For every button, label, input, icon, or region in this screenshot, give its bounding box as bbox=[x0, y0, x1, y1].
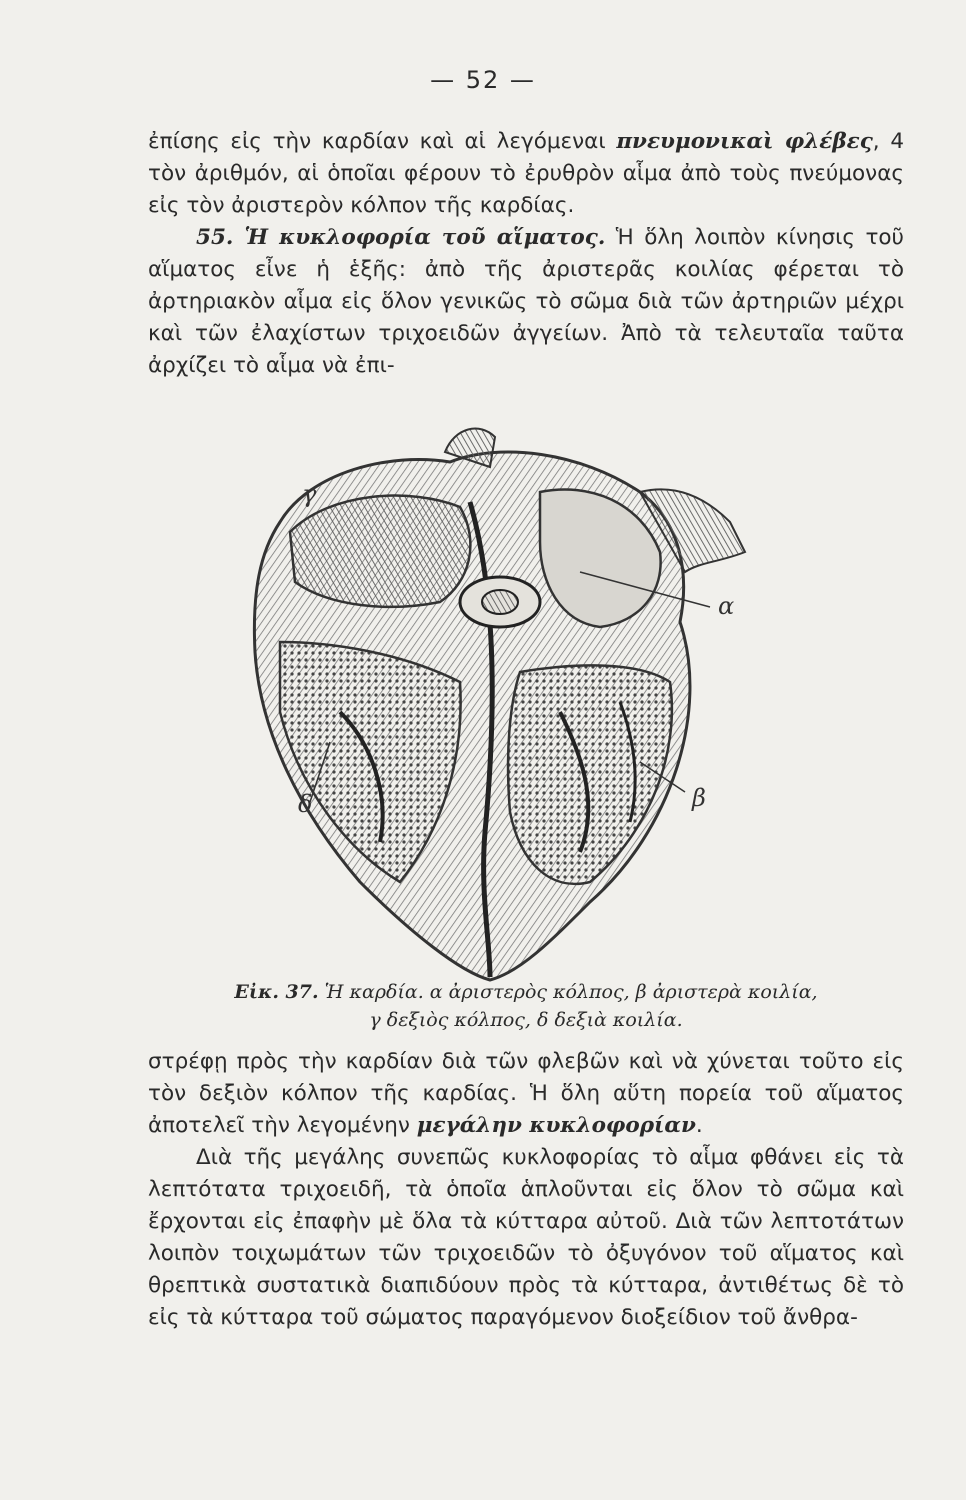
paragraph-bottom bbox=[148, 1046, 904, 1334]
para2-start: στρέφῃ πρὸς τὴν καρδίαν διὰ τῶν φλεβῶν καὶ νὰ χύνεται τοῦτο εἰς τὸν δεξιὸν κόλπον τῆς καρδίας. Ἡ ὅλη αὕτη πορεία τοῦ αἵματος ἀποτελεῖ τὴν λεγομένην bbox=[148, 1049, 904, 1138]
label-delta: δ bbox=[298, 790, 313, 818]
caption-line2: γ δεξιὸς κόλπος, δ δεξιὰ κοιλία. bbox=[369, 1009, 683, 1031]
para1-end: , 4 τὸν ἀριθμόν, αἱ ὁποῖαι φέρουν τὸ ἐρυθρὸν αἷμα ἀπὸ τοὺς πνεύμονας εἰς τὸν ἀριστερὸν κόλπον τῆς καρδίας. bbox=[148, 129, 905, 218]
section-heading: 55. Ἡ κυκλοφορία τοῦ αἵματος. bbox=[196, 225, 606, 250]
label-gamma: γ bbox=[302, 480, 317, 508]
label-alpha: α bbox=[718, 592, 735, 620]
section-text: Ἡ ὅλη λοιπὸν κίνησις τοῦ αἵματος εἶνε ἡ ἑξῆς: ἀπὸ τῆς ἀριστερᾶς κοιλίας φέρεται τὸ ἀρτηριακὸν αἷμα εἰς ὅλον γενικῶς τὸ σῶμα διὰ τῶν ἀρτηριῶν μέχρι καὶ τῶν ἐλαχίστων τριχοειδῶν ἀγγείων. Ἀπὸ τὰ τελευταῖα ταῦτα ἀρχίζει τὸ αἷμα νὰ ἐπι- bbox=[148, 225, 905, 378]
caption-head: Εἰκ. 37. bbox=[234, 981, 319, 1003]
para2-end: . bbox=[695, 1113, 703, 1138]
paragraph-top bbox=[148, 126, 904, 382]
term-great-circulation: μεγάλην κυκλοφορίαν bbox=[416, 1113, 696, 1138]
page-number: — 52 — bbox=[430, 66, 536, 94]
caption-line1: Ἡ καρδία. α ἀριστερὸς κόλπος, β ἀριστερὰ κοιλία, bbox=[318, 981, 818, 1003]
term-pulmonary-veins: πνευμονικαὶ φλέβες bbox=[616, 129, 873, 154]
heart-drawing bbox=[240, 412, 750, 982]
para1-start: ἐπίσης εἰς τὴν καρδίαν καὶ αἱ λεγόμεναι bbox=[148, 129, 617, 154]
heart-illustration bbox=[240, 412, 750, 982]
para3: Διὰ τῆς μεγάλης συνεπῶς κυκλοφορίας τὸ αἷμα φθάνει εἰς τὰ λεπτότατα τριχοειδῆ, τὰ ὁποῖα ἁπλοῦνται εἰς ὅλον τὸ σῶμα καὶ ἔρχονται εἰς ἐπαφὴν μὲ ὅλα τὰ κύτταρα αὐτοῦ. Διὰ τῶν λεπτοτάτων λοιπὸν τοιχωμάτων τῶν τριχοειδῶν τὸ ὀξυγόνον τοῦ αἵματος καὶ θρεπτικὰ συστατικὰ διαπιδύουν πρὸς τὰ κύτταρα, ἀντιθέτως δὲ τὸ εἰς τὰ κύτταρα τοῦ σώματος παραγόμενον διοξείδιον τοῦ ἄνθρα- bbox=[148, 1145, 904, 1330]
label-beta: β bbox=[692, 784, 706, 812]
figure-caption bbox=[148, 978, 904, 1034]
